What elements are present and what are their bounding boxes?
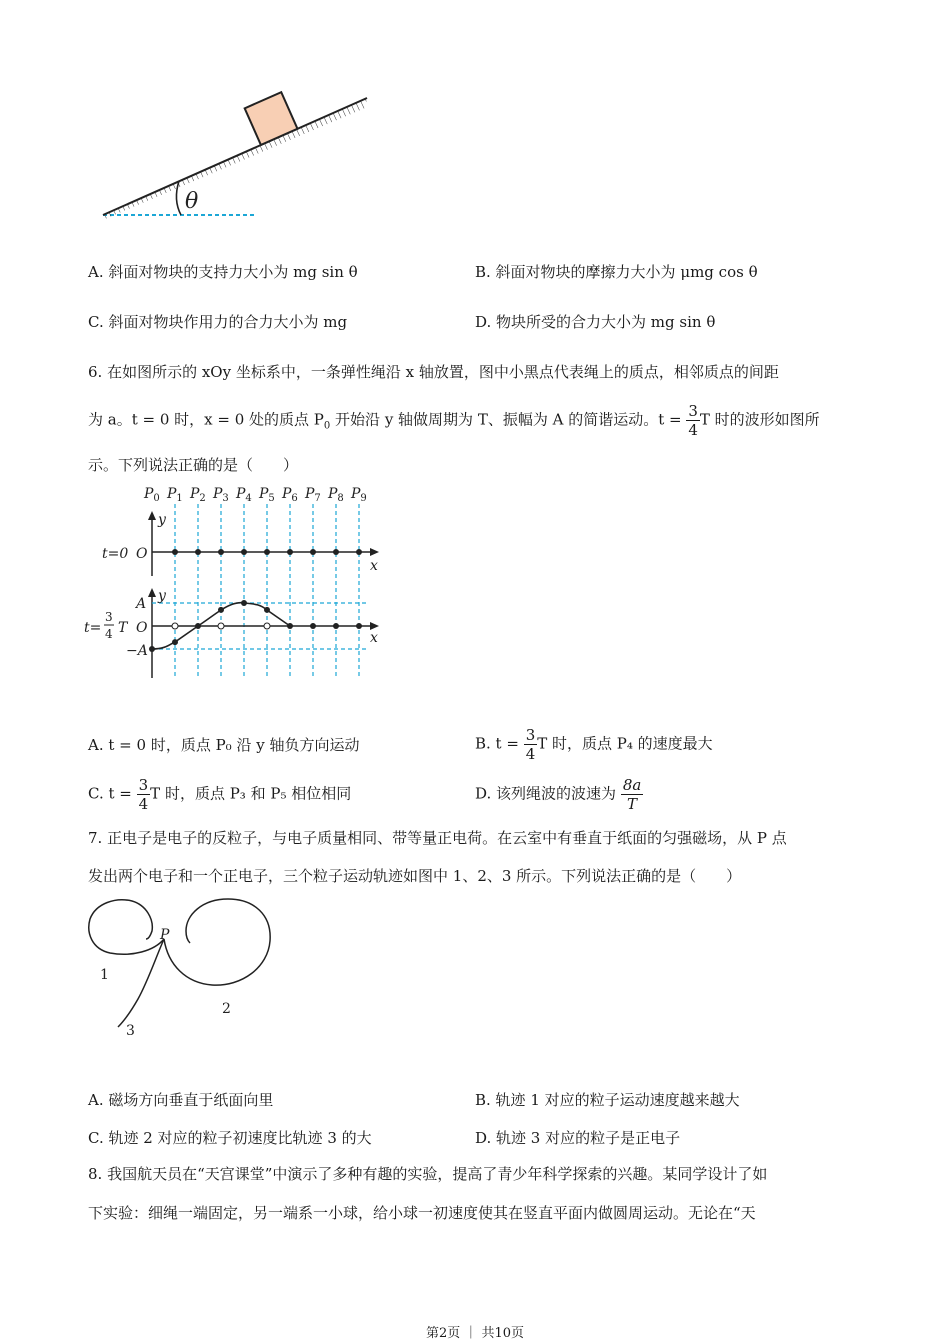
q6-line1: 6. 在如图所示的 xOy 坐标系中，一条弹性绳沿 x 轴放置，图中小黑点代表绳上的质点，相邻质点的间距 <box>88 363 779 381</box>
row1-dot-p1 <box>172 549 178 555</box>
q5-option-a: A. 斜面对物块的支持力大小为 mg sin θ <box>88 263 358 281</box>
q6-line3: 示。下列说法正确的是（ ） <box>88 456 299 474</box>
row1-dot-p3 <box>218 549 224 555</box>
row2-dot-p0 <box>149 646 155 652</box>
point-label-p7: $P_7$ <box>305 486 321 504</box>
track-1-label: 1 <box>100 967 109 983</box>
incline-surface <box>103 98 367 215</box>
track-2 <box>164 899 270 985</box>
row2-dot-p3 <box>218 607 224 613</box>
row2-y-arrow <box>148 588 156 597</box>
frac-num: 3 <box>138 776 149 794</box>
row1-x-arrow <box>370 548 379 556</box>
row2-time-prefix: t= <box>84 620 102 636</box>
row1-dot-p8 <box>333 549 339 555</box>
theta-label: θ <box>185 189 199 214</box>
row2-dot-p4 <box>241 600 247 606</box>
q6-option-c <box>88 776 351 813</box>
q6-option-b-frac <box>524 726 538 763</box>
point-label-p4: $P_4$ <box>236 486 252 504</box>
row1-dot-p5 <box>264 549 270 555</box>
row2-x-arrow <box>370 622 379 630</box>
frac-den: 4 <box>688 421 698 439</box>
frac-num: 8a <box>622 776 642 794</box>
q6-option-b-pre: B. t = <box>475 734 519 753</box>
row1-dot-p2 <box>195 549 201 555</box>
q7-option-a: A. 磁场方向垂直于纸面向里 <box>88 1091 274 1109</box>
q6-option-d-frac <box>621 776 644 813</box>
q6-line2b: 开始沿 y 轴做周期为 T、振幅为 A 的简谐运动。t = <box>330 410 682 429</box>
amp-pos-label: A <box>136 596 147 612</box>
q6-option-d <box>475 776 643 813</box>
q6-option-b-post: T 时，质点 P₄ 的速度最大 <box>537 734 713 753</box>
point-label-p0: $P_0$ <box>144 486 160 504</box>
row1-dot-p7 <box>310 549 316 555</box>
q7-option-c: C. 轨迹 2 对应的粒子初速度比轨迹 3 的大 <box>88 1129 372 1147</box>
p0-subscript: 0 <box>323 420 331 432</box>
point-label-p5: $P_5$ <box>259 486 275 504</box>
point-label-p9: $P_9$ <box>351 486 367 504</box>
point-label-p2: $P_2$ <box>190 486 206 504</box>
track-3-label: 3 <box>126 1023 135 1039</box>
q6-line2 <box>88 402 820 439</box>
q6-line2c: T 时的波形如图所 <box>699 410 820 429</box>
row2-origin: O <box>136 620 148 636</box>
page-footer: 第2页 ｜ 共10页 <box>425 1326 525 1341</box>
incline-figure <box>95 88 385 228</box>
frac-den: T <box>627 795 638 813</box>
frac-num: 3 <box>525 726 536 744</box>
frac-num: 3 <box>688 402 698 420</box>
q8-line2: 下实验：细绳一端固定，另一端系一小球，给小球一初速度使其在竖直平面内做圆周运动。无论在“天 <box>88 1204 756 1222</box>
point-label-p1: $P_1$ <box>167 486 183 504</box>
row2-time-suffix: T <box>118 620 128 636</box>
row1-dot-p4 <box>241 549 247 555</box>
q5-option-c: C. 斜面对物块作用力的合力大小为 mg <box>88 313 348 331</box>
row1-x-label: x <box>370 558 378 574</box>
track-1 <box>89 900 164 954</box>
p-label: P <box>160 927 170 943</box>
q7-option-d: D. 轨迹 3 对应的粒子是正电子 <box>475 1129 681 1147</box>
row2-dot-p2 <box>195 623 201 629</box>
q7-option-b: B. 轨迹 1 对应的粒子运动速度越来越大 <box>475 1091 740 1109</box>
row2-frac-den: 4 <box>105 627 113 641</box>
row2-dot-p1 <box>172 639 178 645</box>
row1-y-arrow <box>148 511 156 520</box>
point-label-p6: $P_6$ <box>282 486 298 504</box>
row2-y-label: y <box>158 588 166 604</box>
row2-frac-num: 3 <box>105 610 113 624</box>
q5-option-d: D. 物块所受的合力大小为 mg sin θ <box>475 313 716 331</box>
row2-dot-p6 <box>287 623 293 629</box>
row2-equilibrium-p5 <box>264 623 270 629</box>
row1-origin: O <box>136 546 148 562</box>
row2-equilibrium-p1 <box>172 623 178 629</box>
q6-line2a: 为 a。t = 0 时，x = 0 处的质点 P <box>88 410 324 429</box>
q6-option-a: A. t = 0 时，质点 P₀ 沿 y 轴负方向运动 <box>88 736 360 754</box>
tracks-figure <box>82 895 282 1045</box>
row2-x-label: x <box>370 630 378 646</box>
q7-line1: 7. 正电子是电子的反粒子，与电子质量相同、带等量正电荷。在云室中有垂直于纸面的匀强磁场，从 P 点 <box>88 829 787 847</box>
frac-den: 4 <box>138 795 149 813</box>
point-label-p8: $P_8$ <box>328 486 344 504</box>
q5-option-b: B. 斜面对物块的摩擦力大小为 μmg cos θ <box>475 263 758 281</box>
q7-line2: 发出两个电子和一个正电子，三个粒子运动轨迹如图中 1、2、3 所示。下列说法正确的是（ ） <box>88 867 742 885</box>
q6-option-c-pre: C. t = <box>88 784 132 803</box>
row2-dot-p8 <box>333 623 339 629</box>
q6-option-c-frac <box>137 776 151 813</box>
point-label-p3: $P_3$ <box>213 486 229 504</box>
frac-den: 4 <box>525 745 536 763</box>
row2-dot-p5 <box>264 607 270 613</box>
row2-equilibrium-p3 <box>218 623 224 629</box>
row1-time: t=0 <box>102 546 129 562</box>
q6-fraction <box>686 402 700 439</box>
wave-figure <box>82 478 392 680</box>
row1-dot-p9 <box>356 549 362 555</box>
row2-dot-p9 <box>356 623 362 629</box>
row1-y-label: y <box>158 512 166 528</box>
row1-dot-p6 <box>287 549 293 555</box>
q8-line1: 8. 我国航天员在“天宫课堂”中演示了多种有趣的实验，提高了青少年科学探索的兴趣。某同学设计了如 <box>88 1165 768 1183</box>
q6-option-d-pre: D. 该列绳波的波速为 <box>475 784 617 803</box>
track-2-label: 2 <box>222 1001 231 1017</box>
q6-option-b <box>475 726 713 763</box>
row2-dot-p7 <box>310 623 316 629</box>
q6-option-c-post: T 时，质点 P₃ 和 P₅ 相位相同 <box>150 784 352 803</box>
amp-neg-label: −A <box>126 643 148 659</box>
